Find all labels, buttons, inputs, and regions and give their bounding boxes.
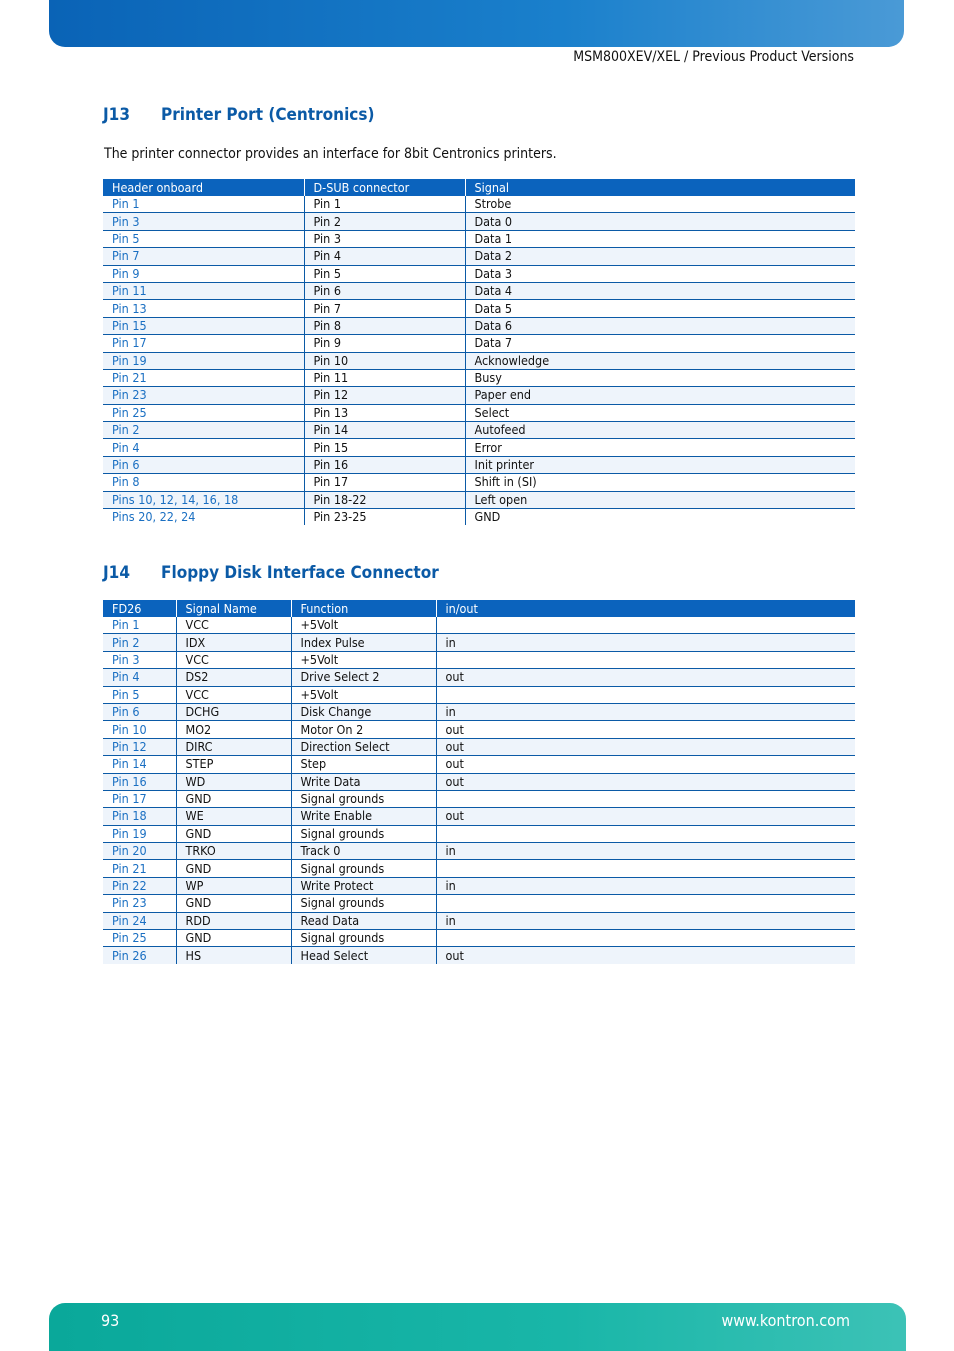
table-cell: Pin 13 — [304, 404, 465, 421]
table-cell: Pin 24 — [103, 912, 176, 929]
table-cell: Pin 7 — [103, 248, 304, 265]
table-cell: +5Volt — [291, 651, 436, 668]
table-cell: Data 0 — [465, 213, 855, 230]
table-cell: Signal grounds — [291, 825, 436, 842]
table-row — [103, 422, 855, 439]
table-cell: Strobe — [465, 196, 855, 213]
table-cell: Disk Change — [291, 703, 436, 720]
table-cell: HS — [176, 947, 291, 964]
table-cell: Paper end — [465, 387, 855, 404]
table-cell: Data 1 — [465, 230, 855, 247]
table-row — [103, 808, 855, 825]
table-cell: GND — [176, 895, 291, 912]
table-cell: Pins 10, 12, 14, 16, 18 — [103, 491, 304, 508]
table-row — [103, 282, 855, 299]
table-cell: Pin 23-25 — [304, 509, 465, 526]
table-cell: in — [436, 703, 855, 720]
column-header: D-SUB connector — [304, 179, 465, 196]
table-cell: Pin 10 — [103, 721, 176, 738]
table-cell: Pin 14 — [304, 422, 465, 439]
table-cell: in — [436, 843, 855, 860]
table-cell: DS2 — [176, 669, 291, 686]
column-header: FD26 — [103, 600, 176, 617]
table-cell: Track 0 — [291, 843, 436, 860]
table-header-row — [103, 179, 855, 196]
table-cell: VCC — [176, 686, 291, 703]
table-row — [103, 369, 855, 386]
table-row — [103, 387, 855, 404]
table-cell: Pin 7 — [304, 300, 465, 317]
table-cell: Data 3 — [465, 265, 855, 282]
table-cell: Pin 5 — [304, 265, 465, 282]
table-cell: in — [436, 634, 855, 651]
table-row — [103, 930, 855, 947]
table-row — [103, 947, 855, 964]
table-cell: WD — [176, 773, 291, 790]
table-cell — [436, 790, 855, 807]
table-cell: Pin 19 — [103, 352, 304, 369]
table-cell: WE — [176, 808, 291, 825]
table-cell: Pin 26 — [103, 947, 176, 964]
table-cell: Pin 3 — [103, 651, 176, 668]
table-row — [103, 617, 855, 634]
table-cell — [436, 617, 855, 634]
table-cell: Index Pulse — [291, 634, 436, 651]
table-cell: Pin 21 — [103, 369, 304, 386]
j14-section-name: Floppy Disk Interface Connector — [161, 563, 439, 583]
table-cell: Signal grounds — [291, 790, 436, 807]
table-cell: Signal grounds — [291, 895, 436, 912]
table-cell: Pin 11 — [103, 282, 304, 299]
table-cell — [436, 651, 855, 668]
table-row — [103, 773, 855, 790]
table-row — [103, 860, 855, 877]
table-cell: Pin 4 — [103, 439, 304, 456]
table-row — [103, 474, 855, 491]
table-cell: Drive Select 2 — [291, 669, 436, 686]
table-cell: Pin 23 — [103, 895, 176, 912]
table-cell: Acknowledge — [465, 352, 855, 369]
j13-section-name: Printer Port (Centronics) — [161, 105, 375, 125]
top-banner — [49, 0, 904, 47]
table-row — [103, 669, 855, 686]
table-cell: Data 2 — [465, 248, 855, 265]
table-row — [103, 756, 855, 773]
j13-section-title — [103, 105, 374, 125]
table-cell: +5Volt — [291, 617, 436, 634]
table-cell: Read Data — [291, 912, 436, 929]
table-cell: out — [436, 947, 855, 964]
table-cell: TRKO — [176, 843, 291, 860]
document-header: MSM800XEV/XEL / Previous Product Versions — [573, 49, 854, 65]
table-row — [103, 335, 855, 352]
table-cell: Pin 8 — [304, 317, 465, 334]
table-cell: GND — [176, 790, 291, 807]
table-cell: Pin 6 — [304, 282, 465, 299]
table-cell: Select — [465, 404, 855, 421]
table-cell: Pin 1 — [103, 196, 304, 213]
table-cell: out — [436, 738, 855, 755]
table-cell: Pin 3 — [103, 213, 304, 230]
table-cell: Data 5 — [465, 300, 855, 317]
table-cell: Data 7 — [465, 335, 855, 352]
table-cell: out — [436, 808, 855, 825]
page-number: 93 — [101, 1311, 120, 1330]
table-cell: IDX — [176, 634, 291, 651]
table-cell: Pin 25 — [103, 930, 176, 947]
table-cell: Pins 20, 22, 24 — [112, 509, 196, 525]
website-link[interactable]: www.kontron.com — [721, 1311, 850, 1330]
table-cell: Pin 13 — [103, 300, 304, 317]
printer-port-table — [103, 179, 855, 525]
table-cell: VCC — [176, 651, 291, 668]
table-cell: Pin 5 — [103, 230, 304, 247]
table-cell: DCHG — [176, 703, 291, 720]
table-cell: +5Volt — [291, 686, 436, 703]
table-cell: Pin 2 — [103, 634, 176, 651]
table-cell: Direction Select — [291, 738, 436, 755]
table-cell: DIRC — [176, 738, 291, 755]
table-cell: GND — [176, 825, 291, 842]
table-row — [103, 456, 855, 473]
table-cell: Left open — [465, 491, 855, 508]
table-row — [103, 912, 855, 929]
table-cell: out — [436, 669, 855, 686]
table-cell: Pin 23 — [103, 387, 304, 404]
table-cell: Signal grounds — [291, 860, 436, 877]
table-cell: GND — [176, 860, 291, 877]
table-cell: in — [436, 912, 855, 929]
table-row — [103, 230, 855, 247]
table-cell: Pin 8 — [103, 474, 304, 491]
table-cell — [436, 860, 855, 877]
table-cell: Init printer — [465, 456, 855, 473]
table-cell — [436, 686, 855, 703]
table-row — [103, 317, 855, 334]
column-header: in/out — [436, 600, 855, 617]
table-cell: Error — [465, 439, 855, 456]
table-cell: Write Data — [291, 773, 436, 790]
table-row — [103, 843, 855, 860]
table-cell: WP — [176, 877, 291, 894]
table-cell: Pin 9 — [304, 335, 465, 352]
table-cell: Motor On 2 — [291, 721, 436, 738]
footer-banner — [49, 1303, 906, 1351]
table-cell: GND — [465, 509, 855, 526]
table-cell: Pin 17 — [103, 790, 176, 807]
table-header-row — [103, 600, 855, 617]
column-header: Signal Name — [176, 600, 291, 617]
table-cell: Pin 19 — [103, 825, 176, 842]
j13-intro-text: The printer connector provides an interface for 8bit Centronics printers. — [104, 146, 557, 162]
table-cell: Shift in (SI) — [465, 474, 855, 491]
table-cell: Signal grounds — [291, 930, 436, 947]
table-row — [103, 825, 855, 842]
table-row — [103, 721, 855, 738]
table-cell: Busy — [465, 369, 855, 386]
table-cell: Data 6 — [465, 317, 855, 334]
table-row — [103, 213, 855, 230]
table-cell: Pin 12 — [103, 738, 176, 755]
table-cell — [436, 930, 855, 947]
table-cell: Autofeed — [465, 422, 855, 439]
table-row — [103, 491, 855, 508]
j14-section-number: J14 — [103, 563, 130, 583]
table-row — [103, 634, 855, 651]
table-cell: Pin 17 — [304, 474, 465, 491]
table-cell: Pin 15 — [103, 317, 304, 334]
table-cell: Data 4 — [465, 282, 855, 299]
table-cell: Pin 4 — [304, 248, 465, 265]
table-row — [103, 738, 855, 755]
table-row — [103, 404, 855, 421]
table-cell: Pin 5 — [103, 686, 176, 703]
table-cell: Pin 16 — [103, 773, 176, 790]
column-header: Header onboard — [103, 179, 304, 196]
table-row — [103, 509, 855, 526]
table-cell: out — [436, 721, 855, 738]
table-cell: Pin 1 — [304, 196, 465, 213]
table-cell: Pin 25 — [103, 404, 304, 421]
column-header: Signal — [465, 179, 855, 196]
table-cell: Write Protect — [291, 877, 436, 894]
table-cell: Pin 14 — [103, 756, 176, 773]
column-header: Function — [291, 600, 436, 617]
table-cell: Step — [291, 756, 436, 773]
table-cell: Pin 18-22 — [304, 491, 465, 508]
table-cell: Pin 2 — [304, 213, 465, 230]
table-row — [103, 265, 855, 282]
table-row — [103, 877, 855, 894]
table-row — [103, 895, 855, 912]
table-row — [103, 790, 855, 807]
table-cell: Pin 12 — [304, 387, 465, 404]
j14-section-title — [103, 563, 439, 583]
table-row — [103, 196, 855, 213]
table-cell: Pin 22 — [103, 877, 176, 894]
floppy-connector-table — [103, 600, 855, 964]
table-cell: Pin 21 — [103, 860, 176, 877]
table-cell: MO2 — [176, 721, 291, 738]
table-cell: Pin 6 — [103, 456, 304, 473]
table-row — [103, 248, 855, 265]
table-cell: Pin 17 — [103, 335, 304, 352]
table-cell: Write Enable — [291, 808, 436, 825]
table-cell: Pin 9 — [103, 265, 304, 282]
table-cell: Head Select — [291, 947, 436, 964]
table-row — [103, 703, 855, 720]
table-cell: VCC — [176, 617, 291, 634]
table-cell: Pin 4 — [103, 669, 176, 686]
table-row — [103, 300, 855, 317]
table-cell: GND — [176, 930, 291, 947]
table-cell — [436, 825, 855, 842]
table-cell: Pin 3 — [304, 230, 465, 247]
table-cell: STEP — [176, 756, 291, 773]
table-row — [103, 686, 855, 703]
table-cell — [436, 895, 855, 912]
table-row — [103, 352, 855, 369]
table-cell: Pin 6 — [103, 703, 176, 720]
table-cell: Pin 10 — [304, 352, 465, 369]
table-cell: Pin 16 — [304, 456, 465, 473]
table-cell: Pin 1 — [103, 617, 176, 634]
table-row — [103, 439, 855, 456]
table-row — [103, 651, 855, 668]
j13-section-number: J13 — [103, 105, 130, 125]
table-cell: Pin 20 — [103, 843, 176, 860]
table-cell: out — [436, 773, 855, 790]
table-cell: Pin 2 — [103, 422, 304, 439]
table-cell: Pin 15 — [304, 439, 465, 456]
table-cell: Pin 11 — [304, 369, 465, 386]
table-cell: Pin 18 — [103, 808, 176, 825]
table-cell: out — [436, 756, 855, 773]
table-cell: RDD — [176, 912, 291, 929]
table-cell: in — [436, 877, 855, 894]
